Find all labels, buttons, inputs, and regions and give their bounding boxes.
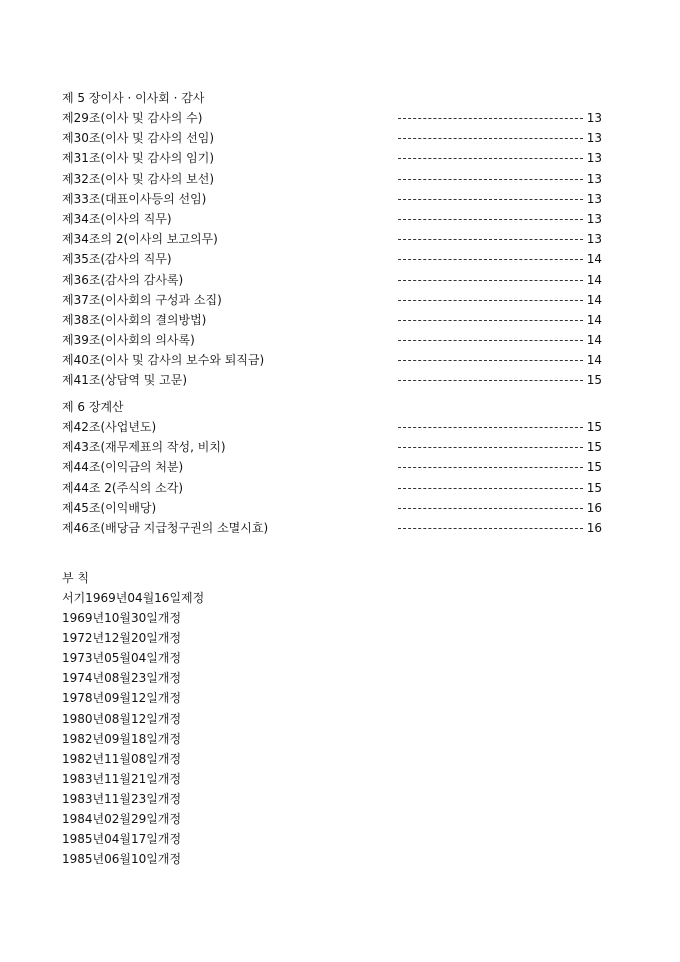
dot-leader <box>398 340 583 341</box>
toc-entry-title: 제41조(상담역 및 고문) <box>62 373 187 388</box>
dot-leader <box>398 467 583 468</box>
toc-entry-title: 제42조(사업년도) <box>62 420 157 434</box>
dot-leader <box>398 380 583 381</box>
toc-entry-title: 제29조(이사 및 감사의 수) <box>62 111 203 125</box>
toc-entry-title: 제44조 2(주식의 소각) <box>62 480 184 495</box>
toc-entry-title: 제36조(감사의 감사록) <box>62 272 184 287</box>
dot-leader <box>398 138 583 139</box>
toc-entry-page: 13 <box>586 191 602 206</box>
toc-entry <box>62 290 602 310</box>
amendment-entry: 1982년09월18일개정 <box>62 731 182 746</box>
toc-entry-page: 13 <box>586 131 602 146</box>
amendment-entry: 1980년08월12일개정 <box>62 711 182 726</box>
toc-entry-title: 제43조(재무제표의 작성, 비치) <box>62 440 226 455</box>
amendment-entry: 1974년08월23일개정 <box>62 671 182 686</box>
toc-entry-title: 제38조(이사회의 결의방법) <box>62 312 207 327</box>
toc-entry-page: 15 <box>586 373 602 388</box>
toc-entry-title: 제37조(이사회의 구성과 소집) <box>62 292 222 307</box>
toc-entry-page: 15 <box>586 480 602 495</box>
toc-entry-page: 15 <box>586 420 602 434</box>
toc-entry-title: 제45조(이익배당) <box>62 500 157 515</box>
addenda-heading: 부 칙 <box>62 571 89 585</box>
toc-entry-title: 제39조(이사회의 의사록) <box>62 333 195 348</box>
dot-leader <box>398 280 583 281</box>
dot-leader <box>398 488 583 489</box>
chapter-6-toc <box>62 417 602 538</box>
dot-leader <box>398 528 583 529</box>
toc-entry-page: 14 <box>586 272 602 287</box>
toc-entry-page: 13 <box>586 232 602 247</box>
toc-entry-page: 13 <box>586 211 602 226</box>
amendment-entry: 1972년12월20일개정 <box>62 631 182 646</box>
chapter-6-heading: 제 6 장계산 <box>62 400 124 414</box>
toc-entry <box>62 189 602 209</box>
toc-entry-title: 제30조(이사 및 감사의 선임) <box>62 131 214 146</box>
toc-entry <box>62 128 602 148</box>
amendment-entry: 1973년05월04일개정 <box>62 651 182 666</box>
dot-leader <box>398 427 583 428</box>
toc-entry-title: 제34조의 2(이사의 보고의무) <box>62 232 218 247</box>
dot-leader <box>398 219 583 220</box>
dot-leader <box>398 259 583 260</box>
amendment-entry: 1969년10월30일개정 <box>62 611 182 626</box>
toc-entry <box>62 457 602 477</box>
toc-entry <box>62 148 602 168</box>
toc-entry-title: 제32조(이사 및 감사의 보선) <box>62 171 214 186</box>
dot-leader <box>398 179 583 180</box>
toc-entry <box>62 370 602 390</box>
toc-entry <box>62 270 602 290</box>
toc-entry-page: 14 <box>586 292 602 307</box>
toc-entry <box>62 108 602 128</box>
amendment-entry: 1984년02월29일개정 <box>62 812 182 827</box>
dot-leader <box>398 118 583 119</box>
dot-leader <box>398 239 583 240</box>
toc-entry-page: 14 <box>586 252 602 267</box>
toc-entry <box>62 229 602 249</box>
toc-entry-page: 14 <box>586 333 602 348</box>
toc-entry <box>62 478 602 498</box>
amendment-entry: 서기1969년04월16일제정 <box>62 591 205 605</box>
toc-entry-page: 14 <box>586 312 602 327</box>
dot-leader <box>398 360 583 361</box>
toc-entry-title: 제31조(이사 및 감사의 임기) <box>62 151 214 166</box>
chapter-5-heading: 제 5 장이사 · 이사회 · 감사 <box>62 91 205 105</box>
amendment-entry: 1983년11월21일개정 <box>62 771 182 786</box>
toc-entry <box>62 330 602 350</box>
amendment-history <box>62 588 204 869</box>
dot-leader <box>398 320 583 321</box>
toc-entry-title: 제46조(배당금 지급청구권의 소멸시효) <box>62 520 269 535</box>
toc-entry <box>62 350 602 370</box>
amendment-entry: 1985년06월10일개정 <box>62 852 182 867</box>
toc-entry-title: 제34조(이사의 직무) <box>62 211 172 226</box>
amendment-entry: 1978년09월12일개정 <box>62 691 182 706</box>
toc-entry-title: 제44조(이익금의 처분) <box>62 460 184 475</box>
toc-entry <box>62 310 602 330</box>
dot-leader <box>398 158 583 159</box>
amendment-entry: 1983년11월23일개정 <box>62 791 182 806</box>
dot-leader <box>398 447 583 448</box>
chapter-5-toc <box>62 108 602 391</box>
dot-leader <box>398 300 583 301</box>
toc-entry-page: 15 <box>586 440 602 455</box>
toc-entry <box>62 498 602 518</box>
toc-entry <box>62 209 602 229</box>
toc-entry <box>62 518 602 538</box>
toc-entry-page: 16 <box>586 500 602 515</box>
amendment-entry: 1982년11월08일개정 <box>62 751 182 766</box>
toc-entry-title: 제33조(대표이사등의 선임) <box>62 191 207 206</box>
toc-entry-page: 13 <box>586 151 602 166</box>
toc-entry-title: 제40조(이사 및 감사의 보수와 퇴직금) <box>62 353 265 368</box>
toc-entry <box>62 437 602 457</box>
toc-entry <box>62 169 602 189</box>
toc-entry <box>62 249 602 269</box>
dot-leader <box>398 199 583 200</box>
toc-entry-page: 15 <box>586 460 602 475</box>
toc-entry-title: 제35조(감사의 직무) <box>62 252 172 267</box>
toc-entry-page: 16 <box>586 520 602 535</box>
toc-entry <box>62 417 602 437</box>
toc-entry-page: 13 <box>586 171 602 186</box>
amendment-entry: 1985년04월17일개정 <box>62 832 182 847</box>
dot-leader <box>398 508 583 509</box>
toc-entry-page: 14 <box>586 353 602 368</box>
toc-entry-page: 13 <box>586 111 602 125</box>
